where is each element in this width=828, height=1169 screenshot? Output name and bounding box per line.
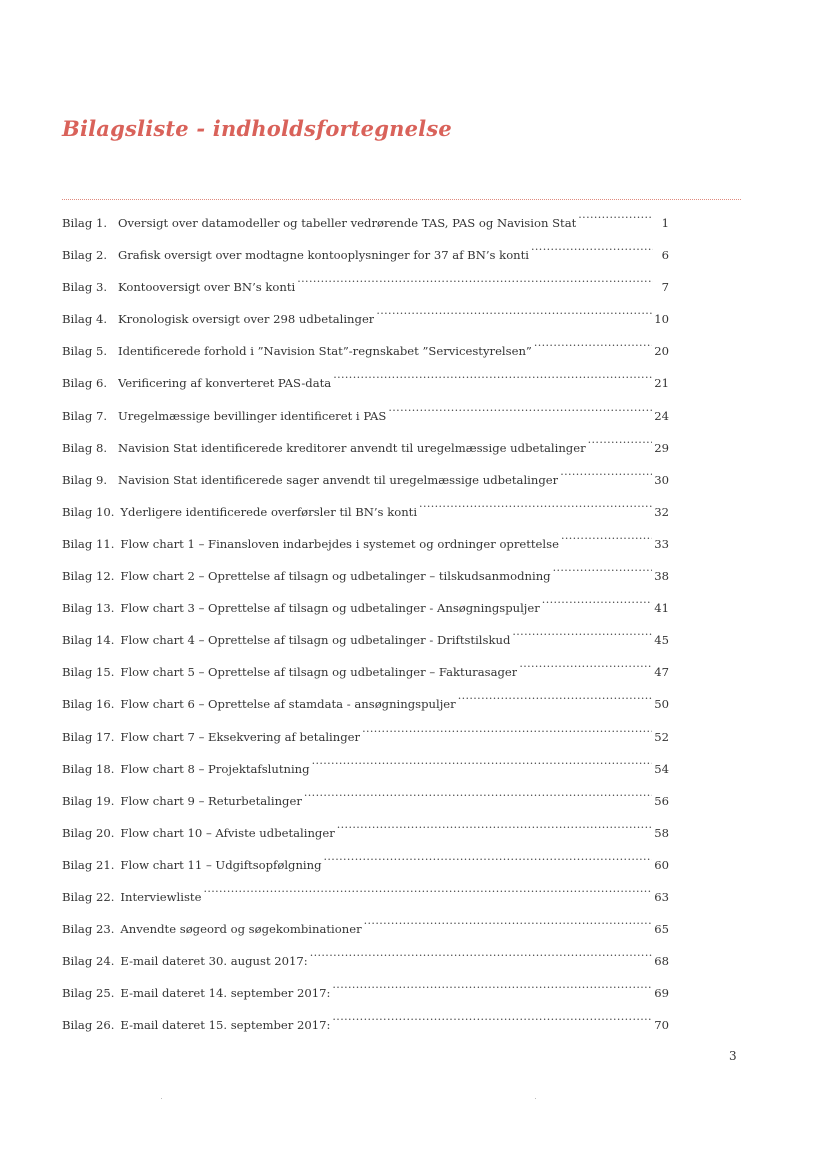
toc-entry-title: E-mail dateret 15. september 2017: xyxy=(120,1018,331,1033)
toc-entry[interactable] xyxy=(62,817,669,849)
toc-entry-page: 32 xyxy=(654,504,669,519)
toc-entry[interactable] xyxy=(62,785,669,817)
toc-dot-leader xyxy=(324,849,653,869)
toc-dot-leader xyxy=(561,528,652,548)
toc-entry-page: 29 xyxy=(654,440,669,455)
toc-entry-page: 47 xyxy=(654,665,669,680)
toc-entry-title: Grafisk oversigt over modtagne kontooplysninger for 37 af BN’s konti xyxy=(118,248,530,263)
toc-entry[interactable] xyxy=(62,207,669,239)
toc-entry-title: Flow chart 7 – Eksekvering af betalinger xyxy=(120,729,361,744)
toc-entry[interactable] xyxy=(62,303,669,335)
toc-entry[interactable] xyxy=(62,945,669,977)
toc-entry-page: 52 xyxy=(654,729,669,744)
toc-dot-leader xyxy=(588,432,653,452)
toc-entry-number: Bilag 24. xyxy=(62,954,115,969)
toc-entry-title: Flow chart 3 – Oprettelse af tilsagn og udbetalinger - Ansøgningspuljer xyxy=(120,601,540,616)
toc-entry-title: Flow chart 10 – Afviste udbetalinger xyxy=(120,825,335,840)
toc-entry[interactable] xyxy=(62,335,669,367)
toc-dot-leader xyxy=(553,560,653,580)
toc-dot-leader xyxy=(519,656,652,676)
toc-dot-leader xyxy=(364,913,653,933)
toc-entry-page: 10 xyxy=(654,312,669,327)
toc-dot-leader xyxy=(419,496,652,516)
toc-entry-page: 6 xyxy=(661,248,669,263)
toc-dot-leader xyxy=(304,785,652,805)
toc-entry-page: 54 xyxy=(654,761,669,776)
toc-entry-title: Flow chart 11 – Udgiftsopfølgning xyxy=(120,857,322,872)
toc-entry-number: Bilag 8. xyxy=(62,440,108,455)
table-of-contents xyxy=(62,207,669,1041)
toc-entry[interactable] xyxy=(62,977,669,1009)
toc-entry-number: Bilag 6. xyxy=(62,376,108,391)
toc-entry-number: Bilag 3. xyxy=(62,280,108,295)
toc-entry-title: Flow chart 4 – Oprettelse af tilsagn og udbetalinger - Driftstilskud xyxy=(120,633,511,648)
toc-entry-title: Interviewliste xyxy=(120,889,202,904)
toc-entry[interactable] xyxy=(62,913,669,945)
toc-entry[interactable] xyxy=(62,656,669,688)
toc-entry-title: Navision Stat identificerede kreditorer anvendt til uregelmæssige udbetalinger xyxy=(118,440,586,455)
toc-entry-number: Bilag 22. xyxy=(62,889,115,904)
toc-entry-title: E-mail dateret 30. august 2017: xyxy=(120,954,308,969)
toc-dot-leader xyxy=(297,271,653,291)
scan-speck xyxy=(535,1098,536,1099)
toc-entry-number: Bilag 14. xyxy=(62,633,115,648)
scan-speck xyxy=(161,1098,162,1099)
toc-dot-leader xyxy=(332,1009,652,1029)
toc-entry-number: Bilag 11. xyxy=(62,536,115,551)
toc-entry[interactable] xyxy=(62,1009,669,1041)
toc-entry-page: 56 xyxy=(654,793,669,808)
toc-entry[interactable] xyxy=(62,271,669,303)
toc-dot-leader xyxy=(362,721,652,741)
toc-entry-number: Bilag 20. xyxy=(62,825,115,840)
toc-entry-title: Identificerede forhold i ”Navision Stat”-regnskabet ”Servicestyrelsen” xyxy=(118,344,532,359)
toc-entry[interactable] xyxy=(62,400,669,432)
toc-entry-title: Flow chart 5 – Oprettelse af tilsagn og udbetalinger – Fakturasager xyxy=(120,665,518,680)
page-number: 3 xyxy=(729,1049,737,1063)
toc-entry-number: Bilag 13. xyxy=(62,601,115,616)
toc-entry-title: Flow chart 2 – Oprettelse af tilsagn og udbetalinger – tilskudsanmodning xyxy=(120,569,551,584)
toc-entry-title: E-mail dateret 14. september 2017: xyxy=(120,986,331,1001)
toc-entry-title: Navision Stat identificerede sager anvendt til uregelmæssige udbetalinger xyxy=(118,472,559,487)
toc-dot-leader xyxy=(542,592,652,612)
toc-entry-title: Flow chart 1 – Finansloven indarbejdes i systemet og ordninger oprettelse xyxy=(120,536,559,551)
toc-entry-title: Flow chart 9 – Returbetalinger xyxy=(120,793,302,808)
toc-dot-leader xyxy=(332,977,652,997)
toc-entry-number: Bilag 16. xyxy=(62,697,115,712)
toc-dot-leader xyxy=(376,303,652,323)
title-divider xyxy=(62,199,741,200)
toc-entry-title: Flow chart 6 – Oprettelse af stamdata - ansøgningspuljer xyxy=(120,697,456,712)
toc-entry-number: Bilag 25. xyxy=(62,986,115,1001)
toc-entry-number: Bilag 4. xyxy=(62,312,108,327)
toc-entry-page: 63 xyxy=(654,889,669,904)
toc-entry-title: Kontooversigt over BN’s konti xyxy=(118,280,296,295)
toc-entry-page: 20 xyxy=(654,344,669,359)
toc-dot-leader xyxy=(333,367,652,387)
toc-entry-title: Uregelmæssige bevillinger identificeret i PAS xyxy=(118,408,387,423)
toc-entry-page: 30 xyxy=(654,472,669,487)
toc-entry-number: Bilag 26. xyxy=(62,1018,115,1033)
toc-dot-leader xyxy=(388,400,652,420)
toc-entry-page: 70 xyxy=(654,1018,669,1033)
toc-entry-number: Bilag 1. xyxy=(62,216,108,230)
toc-entry-number: Bilag 10. xyxy=(62,504,115,519)
toc-entry[interactable] xyxy=(62,688,669,720)
toc-entry-page: 65 xyxy=(654,922,669,937)
toc-entry[interactable] xyxy=(62,624,669,656)
toc-entry-page: 68 xyxy=(654,954,669,969)
toc-entry-number: Bilag 21. xyxy=(62,857,115,872)
toc-entry-number: Bilag 5. xyxy=(62,344,108,359)
toc-entry-number: Bilag 7. xyxy=(62,408,108,423)
toc-entry-page: 45 xyxy=(654,633,669,648)
toc-entry-page: 21 xyxy=(654,376,669,391)
toc-entry-page: 33 xyxy=(654,536,669,551)
toc-entry[interactable] xyxy=(62,496,669,528)
toc-entry[interactable] xyxy=(62,849,669,881)
toc-entry-number: Bilag 19. xyxy=(62,793,115,808)
toc-entry-number: Bilag 23. xyxy=(62,922,115,937)
toc-entry-number: Bilag 18. xyxy=(62,761,115,776)
toc-entry-title: Verificering af konverteret PAS-data xyxy=(118,376,332,391)
toc-dot-leader xyxy=(458,688,653,708)
toc-entry-number: Bilag 17. xyxy=(62,729,115,744)
toc-entry-title: Oversigt over datamodeller og tabeller vedrørende TAS, PAS og Navision Stat xyxy=(118,216,577,230)
toc-entry[interactable] xyxy=(62,592,669,624)
toc-entry[interactable] xyxy=(62,528,669,560)
toc-dot-leader xyxy=(560,464,652,484)
toc-entry[interactable] xyxy=(62,464,669,496)
toc-dot-leader xyxy=(531,239,653,259)
toc-entry-page: 50 xyxy=(654,697,669,712)
toc-entry[interactable] xyxy=(62,432,669,464)
toc-entry-page: 60 xyxy=(654,857,669,872)
toc-entry-page: 38 xyxy=(654,569,669,584)
toc-entry-number: Bilag 12. xyxy=(62,569,115,584)
toc-entry-page: 1 xyxy=(661,216,669,230)
toc-dot-leader xyxy=(310,945,653,965)
toc-dot-leader xyxy=(337,817,652,837)
toc-entry-number: Bilag 2. xyxy=(62,248,108,263)
toc-entry-title: Flow chart 8 – Projektafslutning xyxy=(120,761,310,776)
toc-entry-page: 69 xyxy=(654,986,669,1001)
toc-entry-number: Bilag 15. xyxy=(62,665,115,680)
toc-entry-page: 41 xyxy=(654,601,669,616)
toc-dot-leader xyxy=(534,335,652,355)
toc-entry-title: Yderligere identificerede overførsler til BN’s konti xyxy=(120,504,418,519)
toc-entry[interactable] xyxy=(62,367,669,399)
toc-entry-page: 58 xyxy=(654,825,669,840)
page-title: Bilagsliste - indholdsfortegnelse xyxy=(62,116,452,141)
toc-dot-leader xyxy=(578,207,653,227)
toc-entry[interactable] xyxy=(62,753,669,785)
toc-dot-leader xyxy=(312,753,653,773)
toc-entry[interactable] xyxy=(62,721,669,753)
toc-dot-leader xyxy=(512,624,652,644)
toc-dot-leader xyxy=(203,881,652,901)
toc-entry-number: Bilag 9. xyxy=(62,472,108,487)
toc-entry-page: 7 xyxy=(661,280,669,295)
toc-entry[interactable] xyxy=(62,239,669,271)
toc-entry-title: Anvendte søgeord og søgekombinationer xyxy=(120,922,362,937)
toc-entry[interactable] xyxy=(62,560,669,592)
toc-entry-title: Kronologisk oversigt over 298 udbetalinger xyxy=(118,312,375,327)
toc-entry[interactable] xyxy=(62,881,669,913)
toc-entry-page: 24 xyxy=(654,408,669,423)
